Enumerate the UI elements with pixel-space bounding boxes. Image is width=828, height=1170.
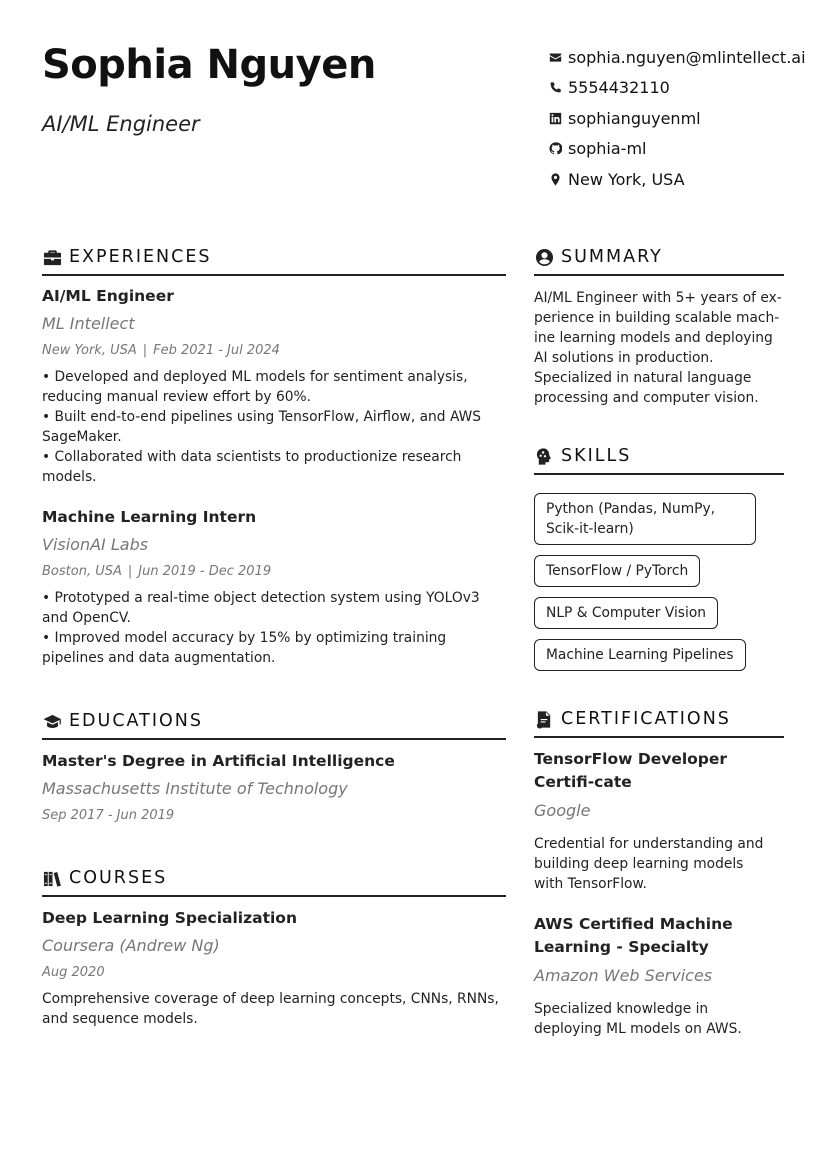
contact-location-text: New York, USA bbox=[568, 169, 685, 189]
contact-email-text: sophia.nguyen@mlintellect.ai bbox=[568, 47, 806, 67]
job-meta bbox=[42, 563, 506, 581]
meta-separator: | bbox=[142, 343, 148, 358]
section-header bbox=[534, 708, 784, 730]
certification-description: Credential for understanding and building deep learning models with TensorFlow. bbox=[534, 836, 764, 892]
contact-location bbox=[548, 164, 806, 195]
envelope-icon bbox=[548, 50, 563, 65]
phone-icon bbox=[548, 80, 563, 95]
education-entry bbox=[42, 750, 506, 825]
section-title: CERTIFICATIONS bbox=[561, 709, 731, 729]
job-bullets bbox=[42, 367, 506, 487]
course-date: Aug 2020 bbox=[42, 965, 105, 980]
section-title: SUMMARY bbox=[561, 247, 663, 267]
books-icon bbox=[42, 868, 62, 888]
contact-github[interactable] bbox=[548, 134, 806, 165]
user-circle-icon bbox=[534, 247, 554, 267]
job-dates: Feb 2021 - Jul 2024 bbox=[153, 343, 280, 358]
job-location: New York, USA bbox=[42, 343, 137, 358]
skills-list bbox=[534, 493, 784, 671]
job-bullets bbox=[42, 588, 506, 668]
certifications-section bbox=[534, 708, 784, 1039]
certification-description: Specialized knowledge in deploying ML models on AWS. bbox=[534, 1001, 742, 1037]
skill-chip: Python (Pandas, NumPy, Scik-it-learn) bbox=[534, 493, 756, 545]
degree-title: Master's Degree in Artificial Intelligence bbox=[42, 752, 395, 770]
section-divider bbox=[534, 473, 784, 475]
experiences-section bbox=[42, 246, 506, 668]
linkedin-icon bbox=[548, 111, 563, 126]
bullet-item: • Prototyped a real-time object detection system using YOLOv3 and OpenCV. bbox=[42, 590, 480, 626]
skill-chip: TensorFlow / PyTorch bbox=[534, 555, 700, 587]
certificate-icon bbox=[534, 709, 554, 729]
graduation-cap-icon bbox=[42, 711, 62, 731]
github-icon bbox=[548, 141, 563, 156]
contact-linkedin[interactable] bbox=[548, 103, 806, 134]
contact-email[interactable] bbox=[548, 42, 806, 73]
meta-separator: | bbox=[127, 564, 133, 579]
job-meta bbox=[42, 342, 506, 360]
certification-entry bbox=[534, 748, 784, 894]
section-title: COURSES bbox=[69, 868, 168, 888]
bullet-item: • Developed and deployed ML models for sentiment analysis, reducing manual review effort by 60%. bbox=[42, 369, 468, 405]
certification-title: TensorFlow Developer Certifi-cate bbox=[534, 750, 728, 791]
section-header bbox=[42, 710, 506, 732]
section-divider bbox=[42, 274, 506, 276]
bullet-item: • Collaborated with data scientists to productionize research models. bbox=[42, 449, 462, 485]
brain-icon bbox=[534, 446, 554, 466]
bullet-item: • Improved model accuracy by 15% by optimizing training pipelines and data augmentation. bbox=[42, 630, 447, 666]
job-location: Boston, USA bbox=[42, 564, 122, 579]
certification-title: AWS Certified Machine Learning - Specialty bbox=[534, 915, 733, 956]
section-divider bbox=[42, 738, 506, 740]
skill-chip: Machine Learning Pipelines bbox=[534, 639, 746, 671]
summary-text: AI/ML Engineer with 5+ years of ex-perience in building scalable mach-ine learning models and deploying AI solutions in production. Specialized in natural language processing and computer vision. bbox=[534, 290, 782, 406]
certification-issuer: Amazon Web Services bbox=[534, 966, 713, 985]
company-name: VisionAI Labs bbox=[42, 535, 149, 554]
briefcase-icon bbox=[42, 247, 62, 267]
course-entry bbox=[42, 907, 506, 1029]
courses-section bbox=[42, 867, 506, 1029]
certification-entry bbox=[534, 913, 784, 1039]
candidate-role: AI/ML Engineer bbox=[42, 112, 200, 136]
certification-issuer: Google bbox=[534, 801, 591, 820]
contact-linkedin-text: sophianguyenml bbox=[568, 108, 701, 128]
company-name: ML Intellect bbox=[42, 314, 135, 333]
section-title: EXPERIENCES bbox=[69, 247, 212, 267]
course-provider: Coursera (Andrew Ng) bbox=[42, 936, 220, 955]
section-divider bbox=[534, 736, 784, 738]
map-pin-icon bbox=[548, 172, 563, 187]
skills-section bbox=[534, 445, 784, 681]
section-header bbox=[42, 246, 506, 268]
experience-entry bbox=[42, 506, 506, 668]
contact-github-text: sophia-ml bbox=[568, 139, 647, 159]
skill-chip: NLP & Computer Vision bbox=[534, 597, 718, 629]
section-divider bbox=[534, 274, 784, 276]
contact-phone[interactable] bbox=[548, 73, 806, 104]
course-description: Comprehensive coverage of deep learning concepts, CNNs, RNNs, and sequence models. bbox=[42, 991, 499, 1027]
educations-section bbox=[42, 710, 506, 825]
section-header bbox=[534, 246, 784, 268]
course-title: Deep Learning Specialization bbox=[42, 909, 297, 927]
section-header bbox=[534, 445, 784, 467]
contact-phone-text: 5554432110 bbox=[568, 78, 670, 98]
experience-entry bbox=[42, 285, 506, 487]
summary-section bbox=[534, 246, 784, 408]
job-title: AI/ML Engineer bbox=[42, 287, 174, 305]
section-title: SKILLS bbox=[561, 446, 632, 466]
bullet-item: • Built end-to-end pipelines using TensorFlow, Airflow, and AWS SageMaker. bbox=[42, 409, 482, 445]
contact-list bbox=[548, 42, 806, 195]
section-header bbox=[42, 867, 506, 889]
candidate-name: Sophia Nguyen bbox=[42, 42, 376, 88]
education-dates: Sep 2017 - Jun 2019 bbox=[42, 808, 175, 823]
job-title: Machine Learning Intern bbox=[42, 508, 257, 526]
section-divider bbox=[42, 895, 506, 897]
job-dates: Jun 2019 - Dec 2019 bbox=[138, 564, 272, 579]
section-title: EDUCATIONS bbox=[69, 711, 203, 731]
institution-name: Massachusetts Institute of Technology bbox=[42, 779, 348, 798]
